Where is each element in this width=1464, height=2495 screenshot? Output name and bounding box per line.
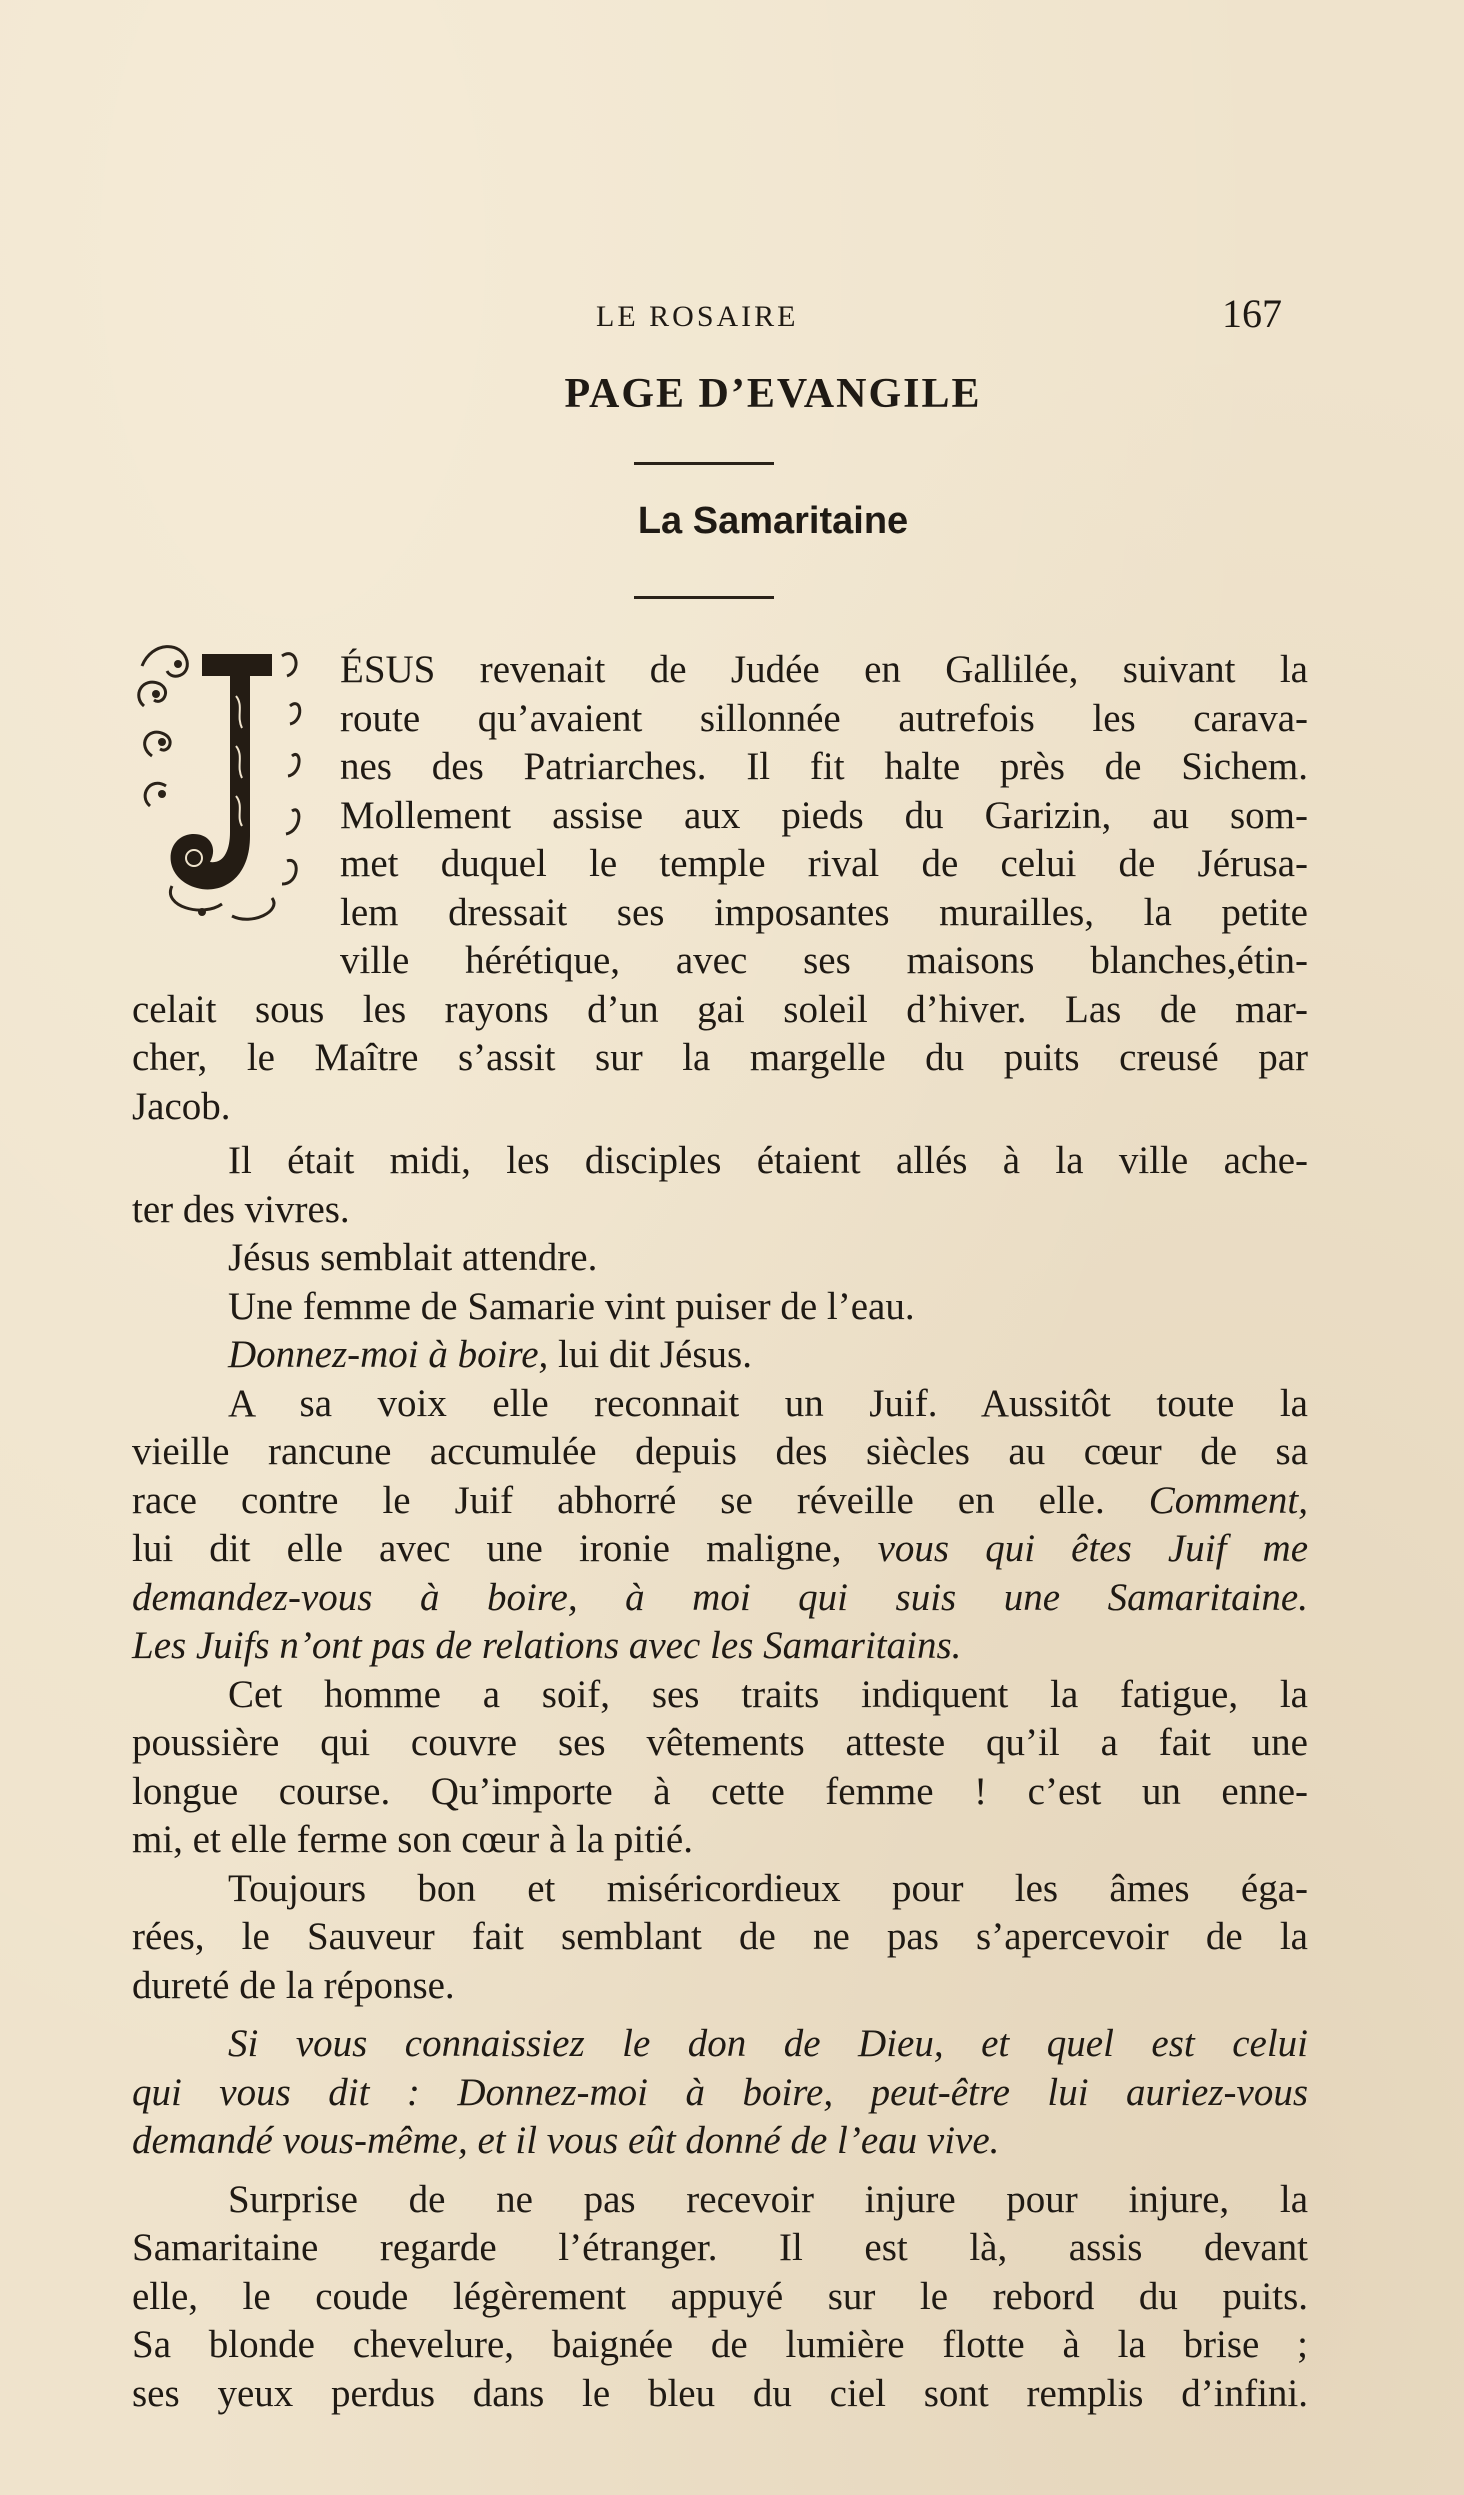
text-span: lui dit Jésus. [548,1333,752,1376]
text-line: celait sous les rayons d’un gai soleil d’hiver. Las de mar- [132,987,1308,1031]
italic-speech: vous qui êtes Juif me [877,1527,1308,1570]
text-line: Mollement assise aux pieds du Garizin, au som- [340,793,1308,837]
text-line: cher, le Maître s’assit sur la margelle du puits creusé par [132,1036,1308,1079]
paragraph-3: Jésus semblait attendre. [228,1236,598,1279]
text-span: lui dit elle avec une ironie maligne, [132,1527,878,1570]
text-line [132,1477,1308,1526]
text-line: Jacob. [132,1084,231,1128]
text-line: Toujours bon et miséricordieux pour les âmes éga- [228,1866,1308,1910]
text-line: Cet homme a soif, ses traits indiquent la fatigue, la [228,1672,1308,1716]
paragraph-2 [132,1137,1308,1186]
text-line: A sa voix elle reconnait un Juif. Aussitôt toute la [228,1381,1308,1425]
italic-speech: qui vous dit : Donnez-moi à boire, peut-être lui auriez-vous [132,2070,1308,2114]
text-span: race contre le Juif abhorré se réveille en elle. [132,1478,1149,1522]
text-line: mi, et elle ferme son cœur à la pitié. [132,1818,693,1861]
text-line: ÉSUS revenait de Judée en Gallilée, suivant la [340,648,1308,691]
page-title: PAGE D’EVANGILE [564,371,982,417]
paragraph-7 [132,1671,1308,1720]
paragraph-8 [132,1865,1308,1914]
title-divider-bottom [634,596,774,599]
paragraph-8-cont [132,1913,1308,2010]
page-number: 167 [1222,291,1282,336]
italic-speech: Si vous connaissiez le don de Dieu, [228,2022,944,2065]
text-line: Samaritaine regarde l’étranger. Il est là, assis devant [132,2226,1308,2269]
italic-speech: Comment, [1148,1478,1308,1522]
italic-speech: et quel est celui [943,2022,1308,2065]
text-line: met duquel le temple rival de celui de Jérusa- [340,842,1308,885]
italic-speech: Les Juifs n’ont pas de relations avec les Samaritains. [132,1624,962,1667]
paragraph-6-cont [132,1428,1308,1671]
text-line: dureté de la réponse. [132,1963,455,2007]
text-line: ville hérétique, avec ses maisons blanches,étin- [340,939,1308,982]
italic-speech: demandez-vous à boire, à moi qui suis une Samaritaine. [132,1575,1308,1619]
text-line: longue course. Qu’importe à cette femme ! c’est un enne- [132,1769,1308,1813]
text-line: Surprise de ne pas recevoir injure pour injure, la [228,2177,1308,2221]
italic-speech: demandé vous-même, et il vous eût donné de l’eau vive. [132,2119,1000,2162]
article-body [132,646,1308,2418]
text-line: poussière qui couvre ses vêtements atteste qu’il a fait une [132,1721,1308,1764]
text-line: route qu’avaient sillonnée autrefois les carava- [340,696,1308,740]
paragraph-1 [132,646,1308,1131]
title-divider-top [634,462,774,465]
text-line: Sa blonde chevelure, baignée de lumière flotte à la brise ; [132,2323,1308,2366]
italic-speech: Donnez-moi à boire, [228,1333,549,1376]
paragraph-10 [132,2176,1308,2225]
running-head: LE ROSAIRE [596,300,799,333]
paragraph-7-cont [132,1719,1308,1865]
text-line: Il était midi, les disciples étaient allés à la ville ache- [228,1139,1308,1182]
text-line: nes des Patriarches. Il fit halte près de Sichem. [340,745,1308,788]
text-line: ter des vivres. [132,1187,350,1231]
text-line: vieille rancune accumulée depuis des siècles au cœur de sa [132,1430,1308,1473]
text-line: rées, le Sauveur fait semblant de ne pas s’apercevoir de la [132,1915,1308,1958]
paragraph-10-cont [132,2224,1308,2418]
paragraph-6 [132,1380,1308,1429]
paragraph-9-cont [132,2069,1308,2166]
paragraph-2-cont [132,1186,1308,1235]
paragraph-4: Une femme de Samarie vint puiser de l’eau. [228,1284,915,1328]
text-line: lem dressait ses imposantes murailles, la petite [340,890,1308,934]
text-line [132,2020,1308,2069]
text-line: elle, le coude légèrement appuyé sur le rebord du puits. [132,2274,1308,2318]
paragraph-9 [132,2020,1308,2069]
page-subtitle: La Samaritaine [637,500,909,542]
paragraph-5 [132,1331,1308,1380]
text-line [132,1525,1308,1574]
text-line: ses yeux perdus dans le bleu du ciel sont remplis d’infini. [132,2371,1308,2415]
